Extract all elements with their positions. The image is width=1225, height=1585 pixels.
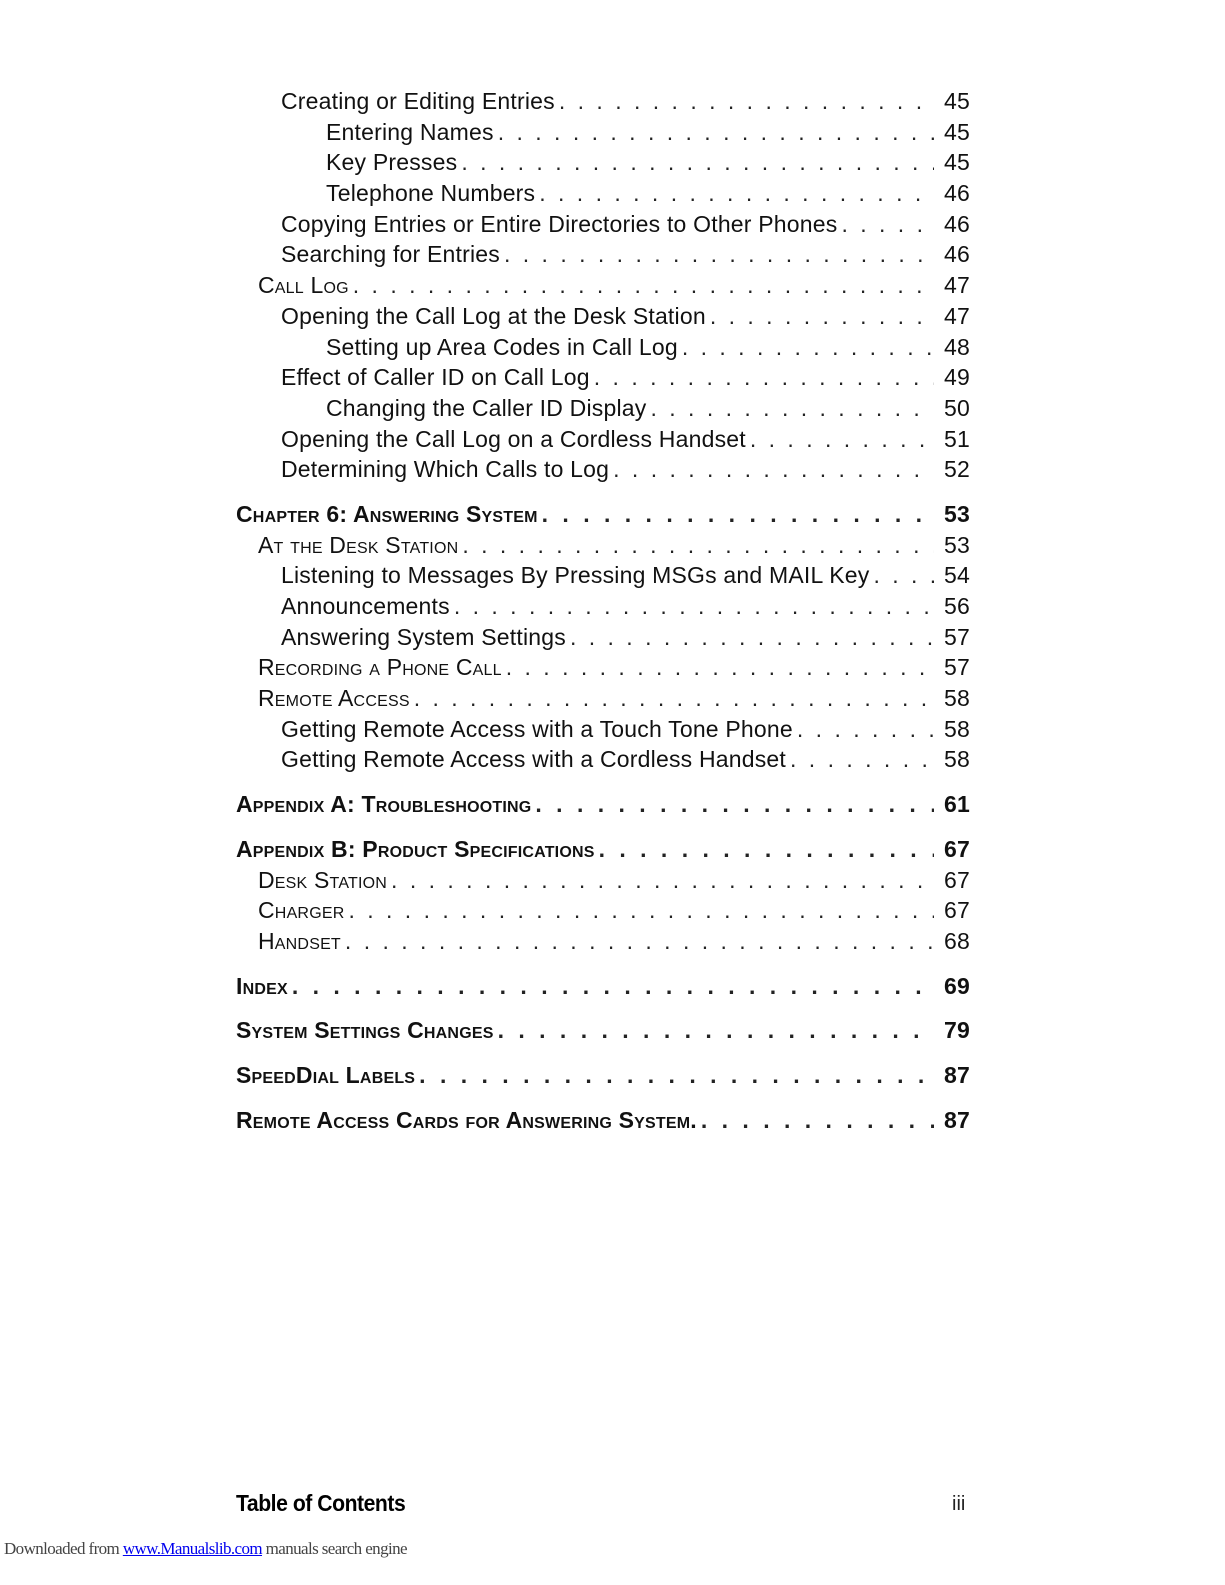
toc-entry-page: 48	[944, 333, 970, 360]
toc-entry[interactable]	[236, 456, 970, 487]
toc-entry-page: 61	[944, 791, 970, 818]
toc-entry-title: Key Presses	[326, 149, 458, 176]
toc-entry[interactable]	[236, 211, 970, 242]
toc-leader-dots	[504, 241, 934, 268]
download-prefix: Downloaded from	[4, 1539, 123, 1558]
toc-chapter-entry[interactable]	[236, 791, 970, 822]
toc-entry[interactable]	[236, 426, 970, 457]
toc-entry-page: 87	[944, 1106, 970, 1133]
toc-leader-dots	[559, 88, 934, 115]
toc-entry-title: Opening the Call Log on a Cordless Handset	[281, 425, 746, 452]
toc-entry[interactable]	[236, 395, 970, 426]
toc-entry[interactable]	[236, 119, 970, 150]
toc-entry-title: Listening to Messages By Pressing MSGs and MAIL Key	[281, 562, 870, 589]
toc-leader-dots	[498, 119, 934, 146]
toc-entry[interactable]	[236, 897, 970, 928]
toc-entry[interactable]	[236, 654, 970, 685]
toc-entry-title: System Settings Changes	[236, 1017, 494, 1044]
toc-entry-page: 45	[944, 88, 970, 114]
manualslib-link[interactable]: www.Manualslib.com	[122, 1539, 263, 1558]
toc-leader-dots	[419, 1062, 934, 1089]
toc-leader-dots	[535, 791, 934, 818]
toc-entry-page: 67	[944, 866, 970, 893]
toc-leader-dots	[391, 867, 934, 894]
toc-leader-dots	[651, 395, 935, 422]
toc-chapter-entry[interactable]	[236, 836, 970, 867]
toc-leader-dots	[701, 1107, 934, 1134]
toc-entry-page: 87	[944, 1061, 970, 1088]
toc-entry-title: Remote Access	[258, 685, 410, 712]
toc-leader-dots	[873, 562, 934, 589]
toc-entry-page: 57	[944, 654, 970, 681]
toc-entry[interactable]	[236, 928, 970, 959]
toc-leader-dots	[682, 334, 934, 361]
toc-leader-dots	[414, 685, 934, 712]
toc-entry-page: 58	[944, 746, 970, 773]
toc-entry-title: Remote Access Cards for Answering System.	[236, 1106, 697, 1133]
toc-leader-dots	[797, 716, 934, 743]
toc-leader-dots	[506, 654, 934, 681]
download-suffix: manuals search engine	[262, 1539, 407, 1558]
toc-entry-page: 45	[944, 118, 970, 145]
toc-entry-title: Announcements	[281, 593, 450, 619]
toc-entry-page: 47	[944, 302, 970, 329]
toc-entry-page: 57	[944, 623, 970, 650]
toc-entry-title: SpeedDial Labels	[236, 1061, 416, 1088]
toc-entry-title: Setting up Area Codes in Call Log	[326, 333, 678, 360]
toc-leader-dots	[710, 303, 934, 330]
toc-entry[interactable]	[236, 303, 970, 334]
toc-entry-page: 79	[944, 1017, 970, 1044]
toc-leader-dots	[750, 426, 934, 453]
toc-leader-dots	[462, 532, 934, 559]
toc-entry-title: Handset	[258, 927, 341, 954]
toc-entry-page: 58	[944, 715, 970, 742]
toc-entry-page: 49	[944, 364, 970, 391]
toc-entry-page: 53	[944, 531, 970, 558]
toc-entry-page: 51	[944, 425, 970, 452]
toc-entry-title: At the Desk Station	[258, 531, 459, 558]
toc-entry[interactable]	[236, 685, 970, 716]
toc-leader-dots	[542, 501, 934, 528]
toc-entry-title: Getting Remote Access with a Touch Tone Phone	[281, 715, 793, 742]
toc-entry-title: Index	[236, 972, 288, 999]
download-banner	[4, 1539, 407, 1559]
toc-entry-page: 67	[944, 897, 970, 924]
toc-chapter-entry[interactable]	[236, 1107, 970, 1138]
toc-entry-page: 69	[944, 972, 970, 999]
toc-entry-page: 53	[944, 500, 970, 527]
toc-leader-dots	[345, 928, 934, 955]
toc-entry-title: Charger	[258, 897, 345, 924]
toc-leader-dots	[353, 272, 934, 299]
toc-entry-title: Determining Which Calls to Log	[281, 456, 610, 483]
toc-entry-title: Appendix B: Product Specifications	[236, 835, 595, 862]
table-of-contents	[236, 88, 970, 1137]
toc-leader-dots	[292, 973, 934, 1000]
toc-leader-dots	[570, 624, 934, 651]
toc-entry-title: Recording a Phone Call	[258, 654, 502, 681]
toc-leader-dots	[539, 180, 934, 207]
toc-entry-page: 67	[944, 835, 970, 862]
toc-entry-title: Appendix A: Troubleshooting	[236, 791, 532, 818]
toc-entry-title: Telephone Numbers	[326, 180, 536, 207]
toc-entry-page: 46	[944, 210, 970, 237]
toc-entry-title: Copying Entries or Entire Directories to Other Phones	[281, 210, 838, 237]
toc-entry[interactable]	[236, 593, 970, 624]
toc-entry[interactable]	[236, 334, 970, 365]
toc-leader-dots	[790, 746, 934, 773]
toc-chapter-entry[interactable]	[236, 1017, 970, 1048]
toc-leader-dots	[613, 456, 934, 483]
toc-entry-title: Chapter 6: Answering System	[236, 500, 538, 527]
toc-leader-dots	[348, 897, 934, 924]
toc-chapter-entry[interactable]	[236, 973, 970, 1004]
toc-entry-title: Answering System Settings	[281, 623, 566, 650]
toc-entry-title: Effect of Caller ID on Call Log	[281, 364, 590, 391]
toc-leader-dots	[594, 364, 934, 391]
toc-entry-title: Entering Names	[326, 118, 494, 145]
toc-entry-title: Creating or Editing Entries	[281, 88, 555, 114]
toc-entry-title: Opening the Call Log at the Desk Station	[281, 302, 706, 329]
toc-entry[interactable]	[236, 716, 970, 747]
toc-entry-page: 46	[944, 180, 970, 207]
toc-chapter-entry[interactable]	[236, 1062, 970, 1093]
toc-leader-dots	[498, 1017, 934, 1044]
toc-leader-dots	[461, 149, 934, 176]
toc-entry-title: Call Log	[258, 272, 349, 299]
toc-chapter-entry[interactable]	[236, 501, 970, 532]
toc-entry[interactable]	[236, 241, 970, 272]
toc-entry[interactable]	[236, 746, 970, 777]
toc-entry[interactable]	[236, 532, 970, 563]
footer-title: Table of Contents	[236, 1490, 406, 1516]
toc-entry-page: 68	[944, 927, 970, 954]
toc-entry-page: 46	[944, 241, 970, 268]
toc-entry-page: 52	[944, 456, 970, 483]
toc-entry-title: Desk Station	[258, 866, 388, 893]
toc-entry[interactable]	[236, 562, 970, 593]
toc-entry-title: Changing the Caller ID Display	[326, 394, 647, 421]
toc-leader-dots	[454, 593, 934, 620]
toc-entry[interactable]	[236, 149, 970, 180]
toc-entry-page: 45	[944, 149, 970, 176]
toc-entry-page: 47	[944, 272, 970, 299]
toc-leader-dots	[599, 836, 934, 863]
toc-entry-page: 54	[944, 562, 970, 589]
toc-entry-page: 58	[944, 685, 970, 712]
toc-entry[interactable]	[236, 272, 970, 303]
toc-leader-dots	[841, 211, 934, 238]
footer-page-number: iii	[952, 1493, 966, 1515]
toc-entry[interactable]	[236, 867, 970, 898]
toc-entry[interactable]	[236, 364, 970, 395]
toc-entry[interactable]	[236, 88, 970, 119]
toc-entry[interactable]	[236, 624, 970, 655]
toc-entry[interactable]	[236, 180, 970, 211]
toc-entry-page: 50	[944, 394, 970, 421]
toc-entry-title: Searching for Entries	[281, 241, 500, 268]
toc-entry-title: Getting Remote Access with a Cordless Handset	[281, 746, 787, 773]
toc-entry-page: 56	[944, 593, 970, 619]
